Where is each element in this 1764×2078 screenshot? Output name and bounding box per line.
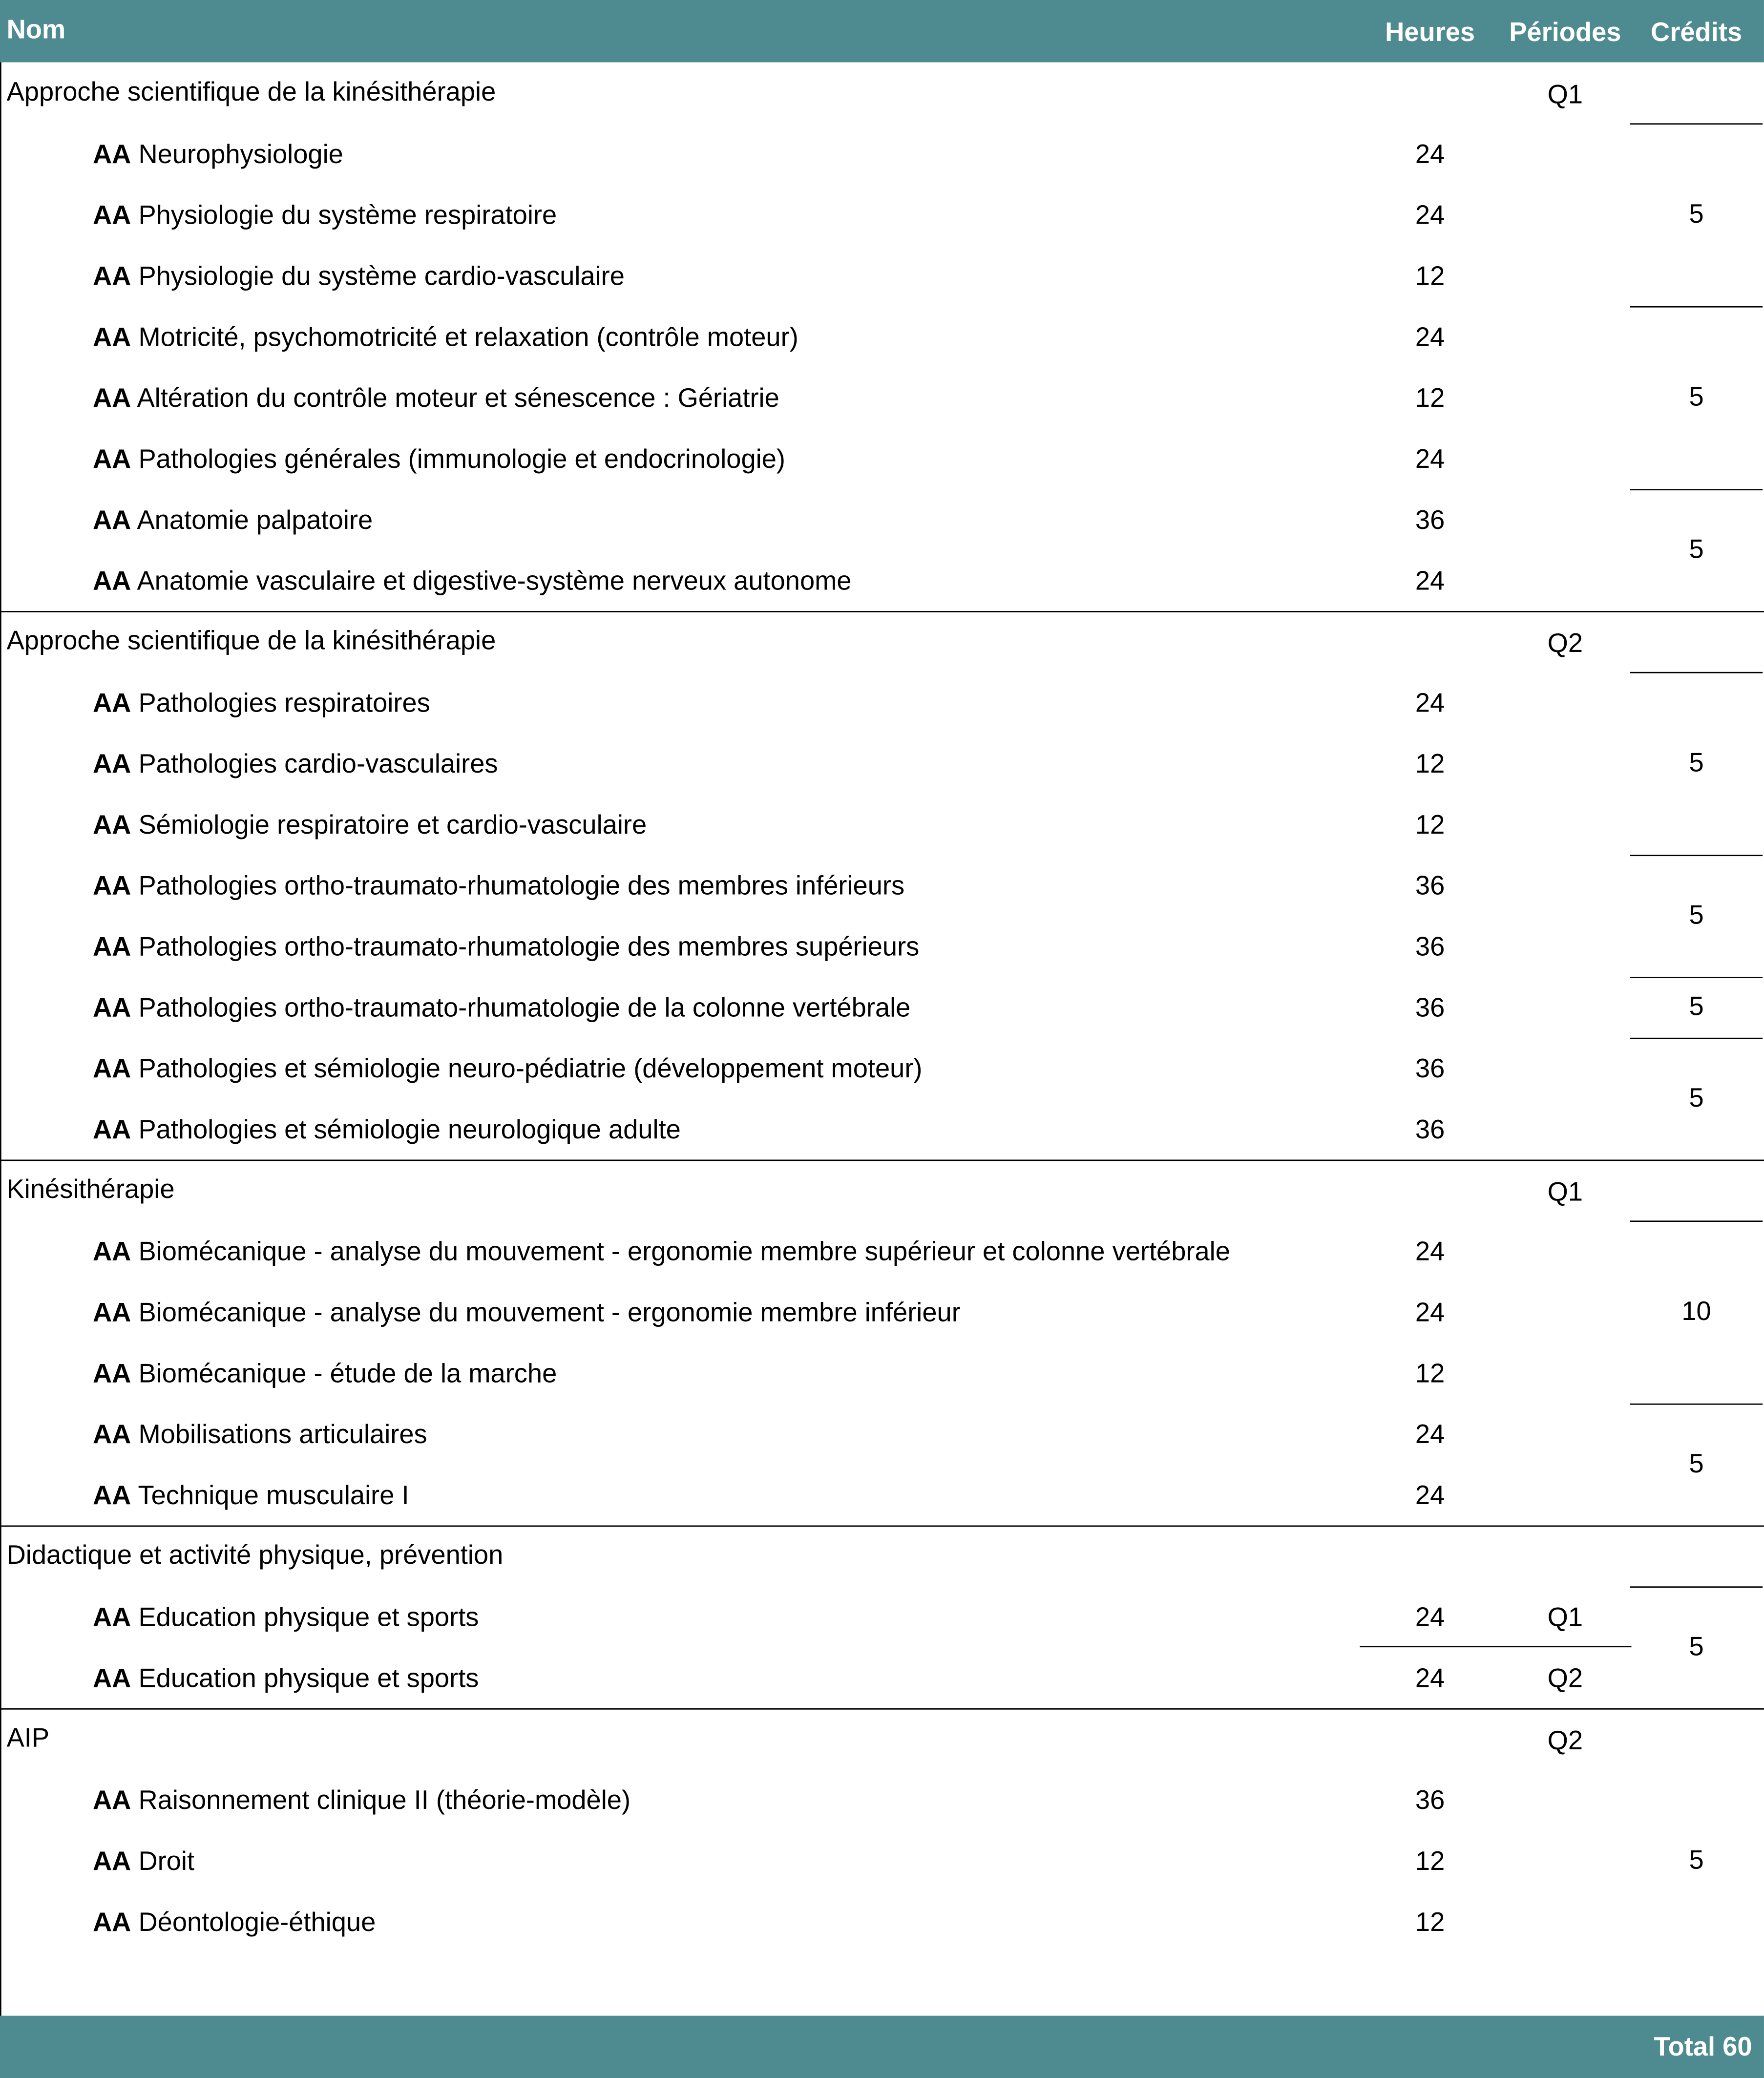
aa-prefix: AA [92, 1847, 131, 1877]
credit-divider [1630, 123, 1763, 125]
course-name: Pathologies ortho-traumato-rhumatologie de la colonne vertébrale [138, 994, 911, 1023]
table-header [0, 0, 1764, 63]
aa-prefix: AA [92, 872, 131, 902]
course-name: Physiologie du système respiratoire [138, 201, 557, 231]
credit-value: 5 [1689, 1449, 1704, 1479]
aa-prefix: AA [92, 689, 131, 718]
course-period: Q2 [1547, 1664, 1583, 1694]
course-row [93, 1663, 479, 1695]
course-row [93, 383, 779, 415]
aa-prefix: AA [92, 994, 131, 1023]
course-period: Q1 [1547, 1603, 1583, 1633]
header-heures: Heures [1385, 18, 1475, 48]
course-row [93, 566, 852, 598]
period-divider [1360, 1646, 1631, 1647]
section-title: Didactique et activité physique, prévention [6, 1541, 504, 1571]
course-row [93, 1359, 557, 1390]
course-name: Motricité, psychomotricité et relaxation (contrôle moteur) [138, 323, 798, 353]
section-period: Q1 [1547, 81, 1583, 110]
course-row [93, 1480, 409, 1512]
course-name: Pathologies ortho-traumato-rhumatologie des membres inférieurs [138, 872, 905, 902]
aa-prefix: AA [92, 933, 131, 963]
course-row [93, 1846, 194, 1878]
credit-divider [1630, 977, 1763, 978]
total-credits: Total 60 [1654, 2033, 1752, 2062]
header-periodes: Périodes [1509, 18, 1621, 48]
section-period: Q2 [1547, 630, 1583, 659]
aa-prefix: AA [92, 1421, 131, 1450]
aa-prefix: AA [92, 1908, 131, 1938]
aa-prefix: AA [92, 1055, 131, 1084]
course-hours: 12 [1415, 1360, 1445, 1389]
aa-prefix: AA [92, 384, 131, 414]
credit-value: 10 [1681, 1297, 1711, 1327]
section-divider [0, 1525, 1764, 1527]
header-credits: Crédits [1651, 18, 1743, 48]
course-name: Anatomie palpatoire [137, 506, 373, 536]
course-name: Neurophysiologie [138, 140, 343, 170]
credit-value: 5 [1689, 383, 1704, 412]
course-name: Pathologies respiratoires [138, 689, 430, 718]
course-row [93, 322, 798, 354]
credit-value: 5 [1689, 1084, 1704, 1113]
section-title: Kinésithérapie [6, 1175, 175, 1205]
section-divider [0, 611, 1764, 612]
section-divider [0, 1708, 1764, 1710]
course-hours: 24 [1415, 1664, 1445, 1694]
course-hours: 24 [1415, 1238, 1445, 1267]
credit-divider [1630, 1404, 1763, 1405]
course-row [93, 1114, 681, 1146]
credit-divider [1630, 1586, 1763, 1588]
course-hours: 12 [1415, 750, 1445, 779]
table-left-border [0, 63, 1, 2016]
course-hours: 36 [1415, 872, 1445, 902]
course-name: Education physique et sports [138, 1603, 479, 1633]
credit-divider [1630, 672, 1763, 673]
course-hours: 36 [1415, 1055, 1445, 1084]
course-name: Physiologie du système cardio-vasculaire [138, 262, 625, 292]
course-name: Pathologies et sémiologie neuro-pédiatrie (développement moteur) [138, 1055, 923, 1084]
section-title: Approche scientifique de la kinésithérapie [6, 78, 496, 107]
course-hours: 24 [1415, 567, 1445, 597]
course-name: Pathologies ortho-traumato-rhumatologie des membres supérieurs [138, 933, 920, 963]
header-nom: Nom [6, 16, 66, 45]
aa-prefix: AA [92, 1115, 131, 1145]
course-name: Altération du contrôle moteur et sénescence : Gériatrie [137, 384, 779, 414]
aa-prefix: AA [92, 1360, 131, 1389]
course-hours: 24 [1415, 689, 1445, 718]
course-name: Raisonnement clinique II (théorie-modèle) [138, 1786, 631, 1816]
course-hours: 36 [1415, 506, 1445, 536]
aa-prefix: AA [92, 1664, 131, 1694]
course-row [93, 1053, 923, 1085]
course-row [93, 261, 625, 293]
course-row [93, 505, 373, 537]
credit-divider [1630, 306, 1763, 308]
course-row [93, 1785, 630, 1817]
course-hours: 36 [1415, 933, 1445, 963]
credit-value: 5 [1689, 200, 1704, 230]
credit-divider [1630, 1038, 1763, 1039]
aa-prefix: AA [92, 750, 131, 779]
course-row [93, 1419, 427, 1451]
course-hours: 36 [1415, 1115, 1445, 1145]
course-hours: 24 [1415, 1299, 1445, 1328]
course-hours: 36 [1415, 1786, 1445, 1816]
table-footer [0, 2016, 1764, 2078]
course-hours: 12 [1415, 384, 1445, 414]
credit-value: 5 [1689, 1633, 1704, 1662]
aa-prefix: AA [92, 506, 131, 536]
course-row [93, 871, 904, 903]
aa-prefix: AA [92, 445, 131, 475]
course-hours: 12 [1415, 1908, 1445, 1938]
credit-value: 5 [1689, 901, 1704, 931]
course-hours: 12 [1415, 262, 1445, 292]
credit-divider [1630, 489, 1763, 490]
course-name: Déontologie-éthique [138, 1908, 376, 1938]
aa-prefix: AA [92, 1238, 131, 1267]
course-name: Education physique et sports [138, 1664, 479, 1694]
course-name: Sémiologie respiratoire et cardio-vasculaire [138, 811, 647, 840]
credit-value: 5 [1689, 535, 1704, 565]
course-row [93, 932, 919, 964]
course-row [93, 444, 785, 476]
course-hours: 12 [1415, 811, 1445, 840]
course-row [93, 200, 557, 232]
aa-prefix: AA [92, 262, 131, 292]
aa-prefix: AA [92, 1299, 131, 1328]
course-row [93, 688, 430, 719]
aa-prefix: AA [92, 201, 131, 231]
course-row [93, 810, 647, 841]
aa-prefix: AA [92, 1603, 131, 1633]
course-hours: 24 [1415, 1421, 1445, 1450]
course-hours: 24 [1415, 323, 1445, 353]
course-row [93, 1602, 479, 1634]
course-name: Pathologies cardio-vasculaires [138, 750, 498, 779]
section-title: AIP [6, 1724, 50, 1754]
credit-value: 5 [1689, 1846, 1704, 1875]
course-name: Anatomie vasculaire et digestive-système nerveux autonome [137, 567, 852, 597]
course-hours: 36 [1415, 994, 1445, 1023]
aa-prefix: AA [92, 140, 131, 170]
course-name: Droit [138, 1847, 195, 1877]
course-hours: 24 [1415, 201, 1445, 231]
aa-prefix: AA [92, 811, 131, 840]
course-row [93, 139, 343, 171]
course-name: Technique musculaire I [138, 1481, 409, 1511]
course-name: Biomécanique - analyse du mouvement - ergonomie membre inférieur [138, 1299, 961, 1328]
course-hours: 12 [1415, 1847, 1445, 1877]
course-name: Pathologies et sémiologie neurologique adulte [138, 1115, 681, 1145]
aa-prefix: AA [92, 1481, 131, 1511]
course-name: Biomécanique - étude de la marche [138, 1360, 557, 1389]
section-title: Approche scientifique de la kinésithérapie [6, 627, 496, 656]
section-period: Q1 [1547, 1178, 1583, 1208]
aa-prefix: AA [92, 1786, 131, 1816]
course-hours: 24 [1415, 1481, 1445, 1511]
section-divider [0, 1159, 1764, 1161]
credit-value: 5 [1689, 992, 1704, 1022]
course-name: Pathologies générales (immunologie et endocrinologie) [138, 445, 785, 475]
course-row [93, 749, 498, 780]
course-hours: 24 [1415, 1603, 1445, 1633]
course-row [93, 1237, 1230, 1268]
credit-value: 5 [1689, 749, 1704, 778]
course-name: Biomécanique - analyse du mouvement - ergonomie membre supérieur et colonne vertébrale [138, 1238, 1230, 1267]
course-hours: 24 [1415, 140, 1445, 170]
section-period: Q2 [1547, 1726, 1583, 1756]
credit-divider [1630, 1220, 1763, 1222]
course-row [93, 1298, 961, 1329]
aa-prefix: AA [92, 323, 131, 353]
course-hours: 24 [1415, 445, 1445, 475]
course-row [93, 1907, 376, 1939]
aa-prefix: AA [92, 567, 131, 597]
course-name: Mobilisations articulaires [138, 1421, 427, 1450]
credit-divider [1630, 855, 1763, 856]
course-row [93, 993, 910, 1025]
